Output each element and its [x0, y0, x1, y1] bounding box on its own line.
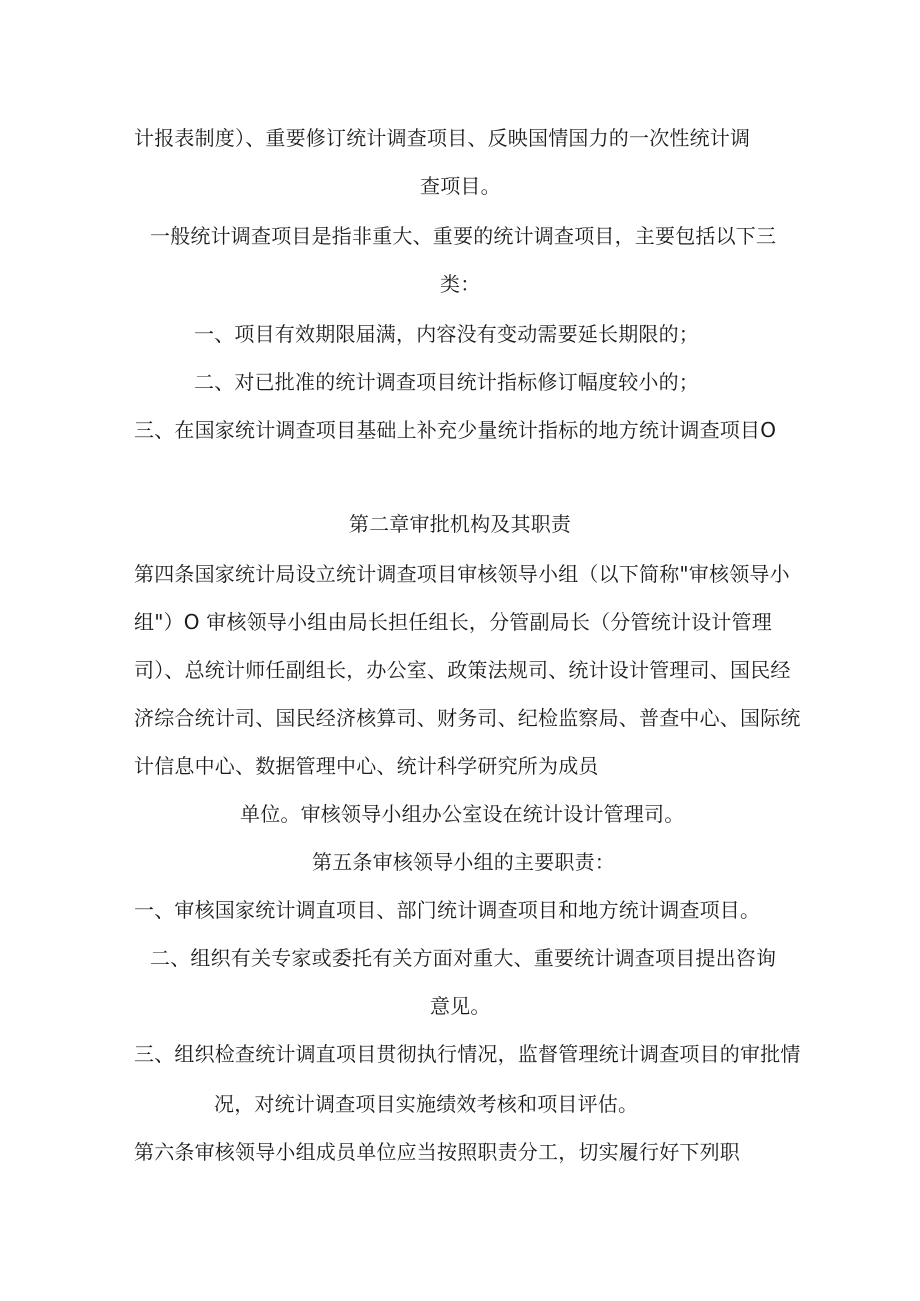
text-line: 一般统计调查项目是指非重大、重要的统计调查项目，主要包括以下三	[150, 224, 777, 248]
list-item: 三、在国家统计调查项目基础上补充少量统计指标的地方统计调查项目O	[134, 418, 777, 442]
article-text: 济综合统计司、国民经济核算司、财务司、纪检监察局、普查中心、国际统	[134, 706, 801, 730]
text-line: 类：	[440, 272, 481, 296]
article-text: 计信息中心、数据管理中心、统计科学研究所为成员	[134, 754, 599, 778]
text-line: 计报表制度）、重要修订统计调查项目、反映国情国力的一次性统计调	[134, 126, 751, 150]
list-item-continuation: 况，对统计调查项目实施绩效考核和项目评估。	[214, 1092, 639, 1116]
list-item-continuation: 意见。	[430, 994, 491, 1018]
list-item: 一、项目有效期限届满，内容没有变动需要延长期限的；	[194, 322, 699, 346]
article-text: 组"）O 审核领导小组由局长担任组长，分管副局长（分管统计设计管理	[134, 610, 772, 634]
article-text: 单位。审核领导小组办公室设在统计设计管理司。	[240, 802, 685, 826]
article-heading: 第五条审核领导小组的主要职责：	[312, 850, 615, 874]
list-item: 二、组织有关专家或委托有关方面对重大、重要统计调查项目提出咨询	[150, 946, 777, 970]
list-item: 二、对已批准的统计调查项目统计指标修订幅度较小的；	[194, 370, 699, 394]
list-item: 一、审核国家统计调直项目、部门统计调查项目和地方统计调查项目。	[134, 898, 761, 922]
article-text: 司）、总统计师任副组长，办公室、政策法规司、统计设计管理司、国民经	[134, 658, 791, 682]
article-text: 第六条审核领导小组成员单位应当按照职责分工，切实履行好下列职	[134, 1140, 740, 1164]
text-line: 查项目。	[420, 174, 501, 198]
article-text: 第四条国家统计局设立统计调查项目审核领导小组（以下简称"审核领导小	[134, 562, 790, 586]
list-item: 三、组织检查统计调直项目贯彻执行情况，监督管理统计调查项目的审批情	[134, 1042, 801, 1066]
chapter-heading: 第二章审批机构及其职责	[348, 512, 572, 536]
